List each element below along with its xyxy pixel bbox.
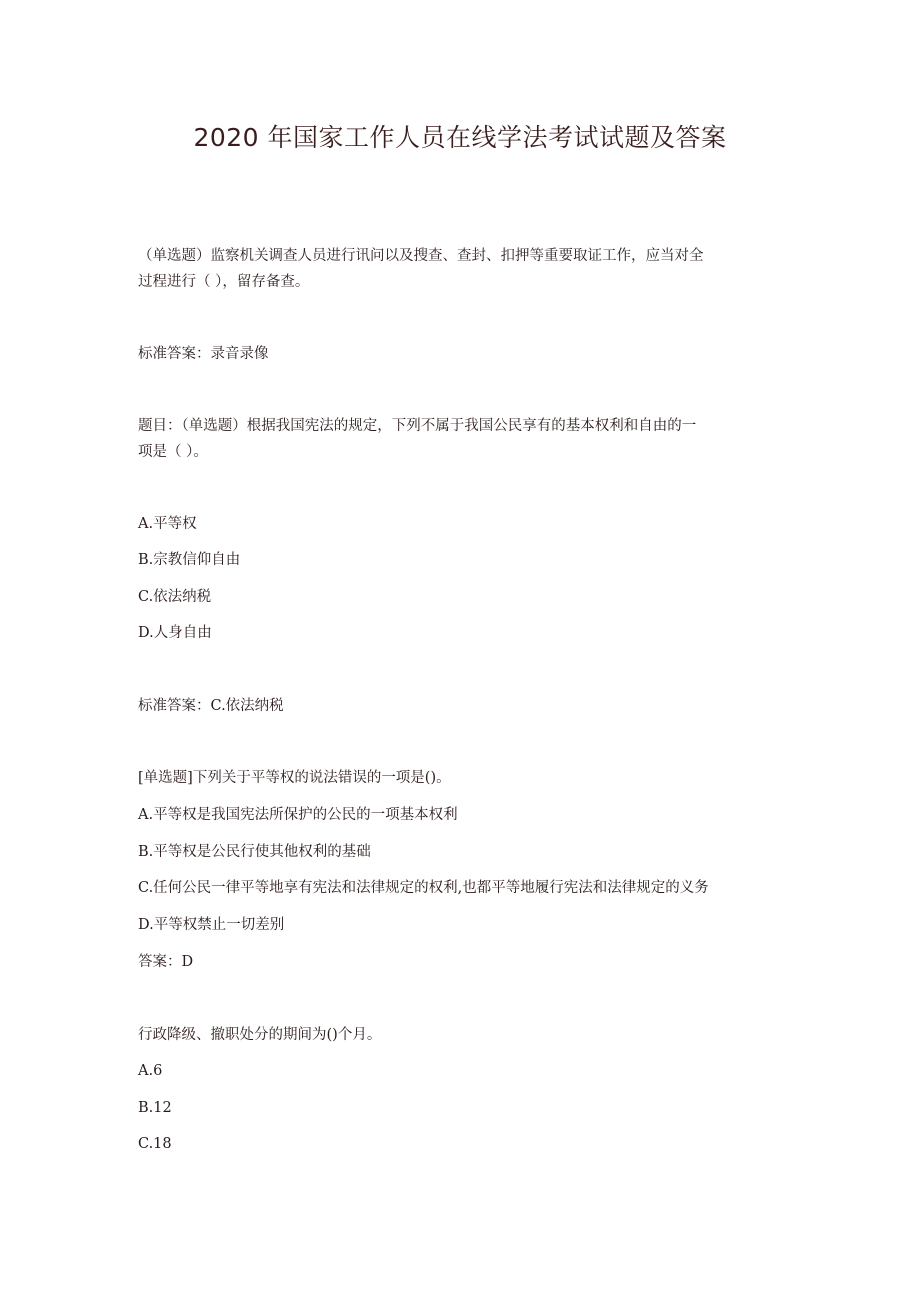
question-3-option-c: C.任何公民一律平等地享有宪法和法律规定的权利,也都平等地履行宪法和法律规定的义务 — [138, 880, 709, 896]
question-4-option-b: B.12 — [138, 1100, 172, 1116]
question-3-option-d: D.平等权禁止一切差别 — [138, 917, 285, 933]
question-4-text: 行政降级、撤职处分的期间为()个月。 — [138, 1027, 382, 1043]
question-1-text-line-2: 过程进行（ ），留存备查。 — [138, 274, 310, 290]
question-3-option-b: B.平等权是公民行使其他权利的基础 — [138, 844, 371, 860]
question-2-option-d: D.人身自由 — [138, 625, 212, 641]
question-4-option-c: C.18 — [138, 1136, 172, 1152]
question-1-text-line-1: （单选题）监察机关调查人员进行讯问以及搜查、查封、扣押等重要取证工作，应当对全 — [138, 248, 704, 264]
question-3-text: [单选题]下列关于平等权的说法错误的一项是()。 — [138, 770, 451, 786]
question-2-option-a: A.平等权 — [138, 516, 197, 532]
question-2-option-b: B.宗教信仰自由 — [138, 552, 241, 568]
question-2-text-line-2: 项是（ ）。 — [138, 444, 208, 460]
question-3-option-a: A.平等权是我国宪法所保护的公民的一项基本权利 — [138, 807, 458, 823]
question-3-answer: 答案：D — [138, 954, 194, 970]
question-2-text-line-1: 题目：（单选题）根据我国宪法的规定，下列不属于我国公民享有的基本权利和自由的一 — [138, 418, 697, 434]
question-4-option-a: A.6 — [138, 1063, 163, 1079]
question-2-answer: 标准答案：C.依法纳税 — [138, 698, 284, 714]
question-2-option-c: C.依法纳税 — [138, 589, 212, 605]
document-title: 2020 年国家工作人员在线学法考试试题及答案 — [193, 123, 727, 152]
question-1-answer: 标准答案：录音录像 — [138, 346, 269, 362]
